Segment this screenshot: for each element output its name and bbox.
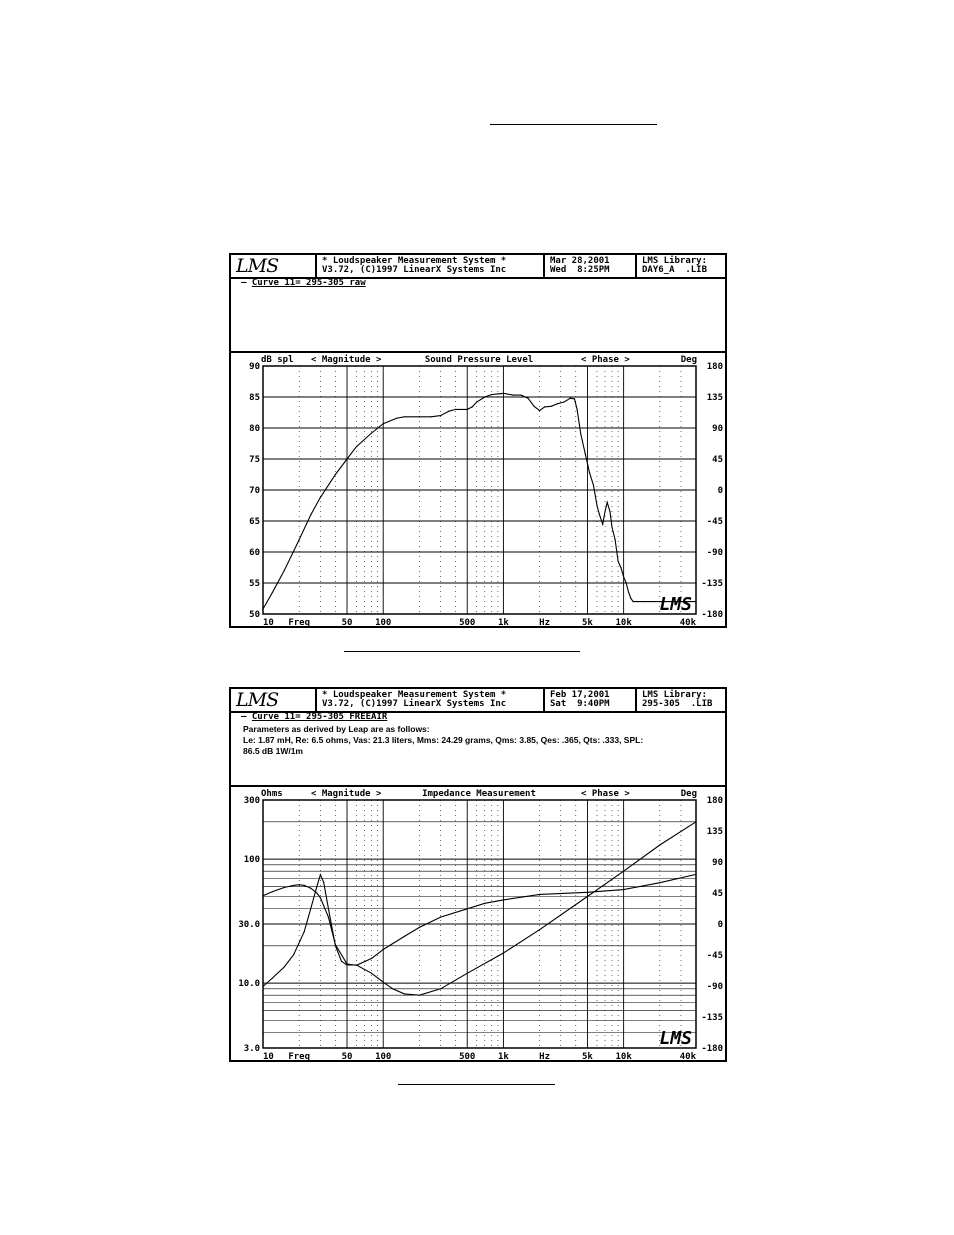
x-tick-label: 50	[341, 1052, 353, 1062]
data-point	[310, 888, 311, 889]
data-point	[503, 393, 504, 394]
data-point	[304, 931, 305, 932]
spl-measurement-panel	[229, 253, 727, 628]
top-rule	[490, 124, 657, 125]
system-info: * Loudspeaker Measurement System * V3.72, (C)1997 LinearX Systems Inc	[317, 255, 545, 277]
data-point	[356, 446, 357, 447]
data-point	[551, 406, 552, 407]
data-point	[299, 884, 300, 885]
data-point	[284, 887, 285, 888]
data-point	[430, 416, 431, 417]
y2-tick-label: 90	[712, 858, 723, 868]
lms-logo: LMS	[231, 689, 317, 711]
data-point	[637, 601, 638, 602]
magnitude-label: < Magnitude >	[311, 355, 382, 365]
bottom-rule	[398, 1084, 555, 1085]
x-unit-label: Hz	[539, 618, 551, 628]
y-tick-label: 60	[249, 548, 260, 558]
data-point	[607, 502, 608, 503]
data-point	[527, 398, 528, 399]
magnitude-label: < Magnitude >	[311, 789, 382, 799]
y2-tick-label: -135	[701, 579, 723, 589]
data-point	[320, 874, 321, 875]
y2-tick-label: -45	[706, 517, 723, 527]
data-point	[599, 514, 600, 515]
data-point	[628, 592, 629, 593]
data-point	[520, 395, 521, 396]
x-unit-label: Hz	[539, 1052, 551, 1062]
curve-label: Curve 11= 295-305 raw	[251, 278, 366, 288]
data-point	[467, 409, 468, 410]
data-point	[695, 601, 696, 602]
x-tick-label: 1k	[497, 618, 509, 628]
x-tick-label: 500	[459, 618, 476, 628]
y-tick-label: 3.0	[243, 1044, 260, 1054]
data-point	[371, 973, 372, 974]
data-point	[328, 908, 329, 909]
y-tick-label: 300	[243, 796, 260, 806]
data-point	[626, 582, 627, 583]
x-tick-label: 10	[263, 1052, 274, 1062]
y2-tick-label: 90	[712, 424, 723, 434]
y2-tick-label: 0	[717, 486, 723, 496]
data-point	[320, 897, 321, 898]
data-point	[491, 394, 492, 395]
data-point	[419, 995, 420, 996]
x-tick-label: 10k	[615, 1052, 632, 1062]
data-point	[589, 472, 590, 473]
data-point	[346, 458, 347, 459]
data-point	[503, 899, 504, 900]
data-point	[272, 977, 273, 978]
y2-tick-label: 0	[717, 920, 723, 930]
data-point	[335, 944, 336, 945]
lms-logo: LMS	[231, 255, 317, 277]
chart-title: Impedance Measurement	[422, 789, 536, 799]
curve-legend: — Curve 11= 295-305 raw	[241, 278, 366, 288]
data-point	[544, 406, 545, 407]
data-point	[323, 882, 324, 883]
data-point	[574, 398, 575, 399]
data-point	[644, 601, 645, 602]
y2-tick-label: -180	[701, 1044, 723, 1054]
data-point	[472, 406, 473, 407]
y2-tick-label: 45	[712, 889, 723, 899]
data-point	[310, 514, 311, 515]
data-point	[440, 917, 441, 918]
lms-watermark-logo: LMS	[659, 1028, 692, 1049]
phase-label: < Phase >	[581, 355, 630, 365]
data-point	[404, 993, 405, 994]
x-axis-label: Freq	[288, 618, 311, 628]
data-point	[623, 871, 624, 872]
data-point	[467, 973, 468, 974]
data-point	[404, 416, 405, 417]
x-tick-label: 1k	[497, 1052, 509, 1062]
data-point	[262, 608, 263, 609]
data-point	[310, 908, 311, 909]
series-line	[263, 874, 696, 965]
y2-tick-label: 180	[706, 796, 723, 806]
data-point	[539, 410, 540, 411]
data-point	[476, 401, 477, 402]
data-point	[557, 403, 558, 404]
data-point	[659, 844, 660, 845]
y-tick-label: 70	[249, 486, 260, 496]
data-point	[293, 954, 294, 955]
data-point	[587, 892, 588, 893]
data-point	[383, 982, 384, 983]
data-point	[346, 963, 347, 964]
y-tick-label: 75	[249, 455, 260, 465]
curve-label: Curve 11= 295-305 FREEAIR	[251, 712, 388, 722]
data-point	[284, 570, 285, 571]
system-info: * Loudspeaker Measurement System * V3.72, (C)1997 LinearX Systems Inc	[317, 689, 545, 711]
y-tick-label: 85	[249, 393, 260, 403]
data-point	[440, 415, 441, 416]
data-point	[341, 961, 342, 962]
data-point	[587, 896, 588, 897]
data-point	[371, 958, 372, 959]
data-point	[604, 511, 605, 512]
data-point	[284, 966, 285, 967]
data-point	[335, 474, 336, 475]
data-point	[633, 601, 634, 602]
data-point	[620, 567, 621, 568]
data-point	[484, 396, 485, 397]
y2-tick-label: -45	[706, 951, 723, 961]
data-point	[570, 398, 571, 399]
data-point	[371, 432, 372, 433]
data-point	[396, 418, 397, 419]
x-tick-label: 500	[459, 1052, 476, 1062]
impedance-chart	[231, 787, 725, 1062]
data-point	[272, 592, 273, 593]
chart-title: Sound Pressure Level	[424, 355, 534, 365]
data-point	[585, 453, 586, 454]
data-point	[328, 917, 329, 918]
phase-label: < Phase >	[581, 789, 630, 799]
data-point	[467, 908, 468, 909]
data-point	[419, 416, 420, 417]
y2-tick-label: -90	[706, 982, 723, 992]
curve-legend: — Curve 11= 295-305 FREEAIR	[241, 712, 388, 722]
x-tick-label: 5k	[582, 1052, 593, 1062]
data-point	[615, 539, 616, 540]
data-point	[659, 882, 660, 883]
y2-tick-label: 135	[706, 827, 723, 837]
y2-tick-label: 45	[712, 455, 723, 465]
data-point	[577, 409, 578, 410]
y-tick-label: 10.0	[238, 979, 260, 990]
series-line	[263, 393, 696, 609]
y-tick-label: 80	[249, 424, 260, 434]
data-point	[484, 903, 485, 904]
data-point	[448, 411, 449, 412]
y-tick-label: 100	[243, 855, 260, 866]
data-point	[539, 894, 540, 895]
data-point	[383, 423, 384, 424]
x-tick-label: 100	[375, 1052, 392, 1062]
data-point	[630, 598, 631, 599]
y-axis-label: Ohms	[261, 789, 283, 799]
y2-axis-label: Deg	[680, 355, 697, 365]
data-point	[440, 988, 441, 989]
panel-header	[231, 689, 725, 713]
y2-axis-label: Deg	[680, 789, 697, 799]
y2-tick-label: 135	[706, 393, 723, 403]
y-tick-label: 30.0	[238, 920, 260, 930]
y-tick-label: 55	[249, 579, 260, 589]
data-point	[404, 936, 405, 937]
data-point	[695, 874, 696, 875]
data-point	[695, 821, 696, 822]
data-point	[618, 561, 619, 562]
data-point	[272, 891, 273, 892]
data-point	[320, 497, 321, 498]
date-info: Feb 17,2001 Sat 9:40PM	[545, 689, 637, 711]
x-tick-label: 40k	[679, 618, 696, 628]
data-point	[580, 434, 581, 435]
library-info: LMS Library: 295-305 .LIB	[642, 690, 713, 709]
y2-tick-label: -90	[706, 548, 723, 558]
data-point	[299, 539, 300, 540]
data-point	[623, 576, 624, 577]
data-point	[262, 986, 263, 987]
impedance-measurement-panel	[229, 687, 727, 1062]
data-point	[611, 527, 612, 528]
x-tick-label: 10	[263, 618, 274, 628]
x-tick-label: 100	[375, 618, 392, 628]
data-point	[534, 406, 535, 407]
x-axis-label: Freq	[288, 1052, 311, 1062]
y2-tick-label: -135	[701, 1013, 723, 1023]
data-point	[593, 484, 594, 485]
data-point	[503, 952, 504, 953]
data-point	[455, 409, 456, 410]
panel-header	[231, 255, 725, 279]
data-point	[609, 511, 610, 512]
spl-chart	[231, 353, 725, 628]
data-point	[293, 885, 294, 886]
data-point	[623, 889, 624, 890]
data-point	[262, 895, 263, 896]
data-point	[392, 988, 393, 989]
lms-watermark-logo: LMS	[659, 594, 692, 615]
x-tick-label: 50	[341, 618, 353, 628]
data-point	[383, 949, 384, 950]
y2-tick-label: 180	[706, 362, 723, 372]
y-tick-label: 65	[249, 517, 260, 527]
data-point	[596, 505, 597, 506]
data-point	[356, 965, 357, 966]
data-point	[602, 524, 603, 525]
x-tick-label: 5k	[582, 618, 593, 628]
y-tick-label: 50	[249, 610, 260, 620]
data-point	[316, 892, 317, 893]
x-tick-label: 40k	[679, 1052, 696, 1062]
data-point	[316, 886, 317, 887]
data-point	[304, 885, 305, 886]
middle-rule	[344, 651, 580, 652]
y-axis-label: dB spl	[261, 355, 294, 365]
library-info: LMS Library: DAY6_A .LIB	[642, 256, 708, 275]
y-tick-label: 90	[249, 362, 260, 372]
data-point	[539, 929, 540, 930]
parameters-text: Parameters as derived by Leap are as follows: Le: 1.87 mH, Re: 6.5 ohms, Vas: 21.3 liters, Mms: 24.29 grams, Qms: 3.85, Qes: .365, Qts: .333, SPL: 86.5 dB 1W/1m	[243, 724, 644, 756]
data-point	[512, 395, 513, 396]
data-point	[419, 927, 420, 928]
data-point	[497, 393, 498, 394]
x-tick-label: 10k	[615, 618, 632, 628]
y2-tick-label: -180	[701, 610, 723, 620]
data-point	[564, 401, 565, 402]
date-info: Mar 28,2001 Wed 8:25PM	[545, 255, 637, 277]
